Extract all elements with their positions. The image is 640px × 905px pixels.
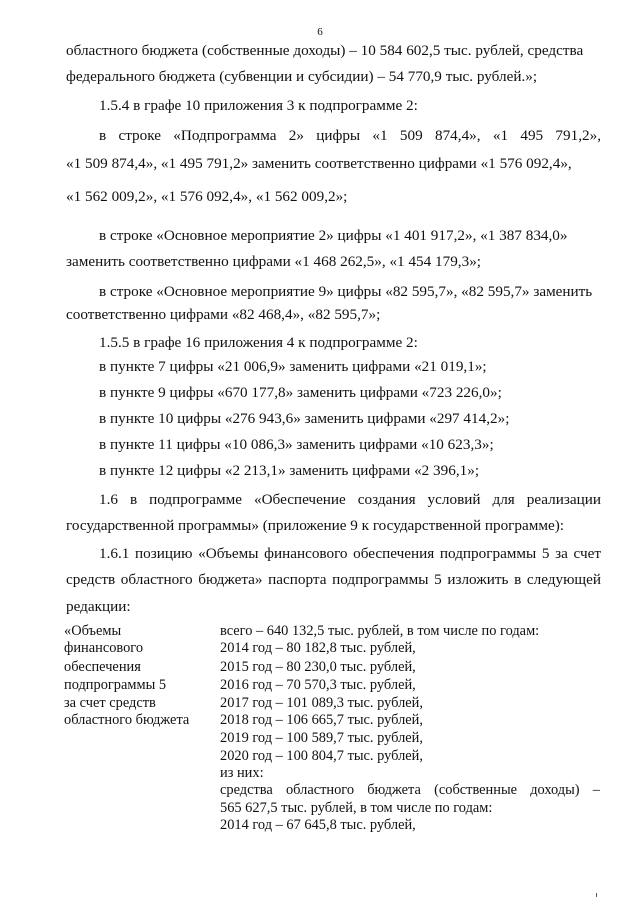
paragraph-line: областного бюджета (собственные доходы) – 10 584 602,5 тыс. рублей, средства — [66, 42, 584, 59]
paragraph-line: в строке «Основное мероприятие 2» цифры «1 401 917,2», «1 387 834,0» — [99, 227, 568, 244]
table-label-line: обеспечения — [64, 659, 141, 675]
paragraph-line: средств областного бюджета» паспорта подпрограммы 5 изложить в следующей — [66, 571, 601, 588]
paragraph-line: 1.6 в подпрограмме «Обеспечение создания условий для реализации — [99, 491, 601, 508]
table-value-line: 2014 год – 67 645,8 тыс. рублей, — [220, 817, 416, 833]
table-label-line: подпрограммы 5 — [64, 677, 167, 693]
paragraph-line: государственной программы» (приложение 9 к государственной программе): — [66, 517, 564, 534]
page-number: 6 — [317, 26, 323, 38]
scan-mark — [596, 893, 597, 897]
paragraph-line: в строке «Подпрограмма 2» цифры «1 509 874,4», «1 495 791,2», — [99, 127, 601, 144]
paragraph-line: «1 509 874,4», «1 495 791,2» заменить соответственно цифрами «1 576 092,4», — [66, 155, 572, 172]
table-label-line: «Объемы — [64, 623, 122, 639]
table-value-line: из них: — [220, 765, 264, 781]
paragraph-line: 1.6.1 позицию «Объемы финансового обеспечения подпрограммы 5 за счет — [99, 545, 601, 562]
paragraph-line: соответственно цифрами «82 468,4», «82 595,7»; — [66, 306, 381, 323]
table-value-line: всего – 640 132,5 тыс. рублей, в том числе по годам: — [220, 623, 540, 639]
paragraph-line: редакции: — [66, 598, 131, 615]
paragraph-line: заменить соответственно цифрами «1 468 262,5», «1 454 179,3»; — [66, 253, 482, 270]
paragraph-line: федерального бюджета (субвенции и субсидии) – 54 770,9 тыс. рублей.»; — [66, 68, 538, 85]
paragraph-line: 1.5.4 в графе 10 приложения 3 к подпрограмме 2: — [99, 97, 418, 114]
table-value-line: 2014 год – 80 182,8 тыс. рублей, — [220, 640, 416, 656]
table-value-line: 565 627,5 тыс. рублей, в том числе по годам: — [220, 800, 493, 816]
paragraph-line: 1.5.5 в графе 16 приложения 4 к подпрограмме 2: — [99, 334, 418, 351]
list-item: в пункте 9 цифры «670 177,8» заменить цифрами «723 226,0»; — [99, 384, 502, 401]
table-value-line: 2019 год – 100 589,7 тыс. рублей, — [220, 730, 423, 746]
table-label-line: за счет средств — [64, 695, 156, 711]
paragraph-line: «1 562 009,2», «1 576 092,4», «1 562 009,2»; — [66, 188, 348, 205]
table-label-line: финансового — [64, 640, 144, 656]
list-item: в пункте 10 цифры «276 943,6» заменить цифрами «297 414,2»; — [99, 410, 510, 427]
list-item: в пункте 7 цифры «21 006,9» заменить цифрами «21 019,1»; — [99, 358, 487, 375]
table-label-line: областного бюджета — [64, 712, 190, 728]
table-value-line: 2015 год – 80 230,0 тыс. рублей, — [220, 659, 416, 675]
paragraph-line: в строке «Основное мероприятие 9» цифры «82 595,7», «82 595,7» заменить — [99, 283, 593, 300]
table-value-line: 2018 год – 106 665,7 тыс. рублей, — [220, 712, 423, 728]
list-item: в пункте 12 цифры «2 213,1» заменить цифрами «2 396,1»; — [99, 462, 480, 479]
table-value-line: 2020 год – 100 804,7 тыс. рублей, — [220, 748, 423, 764]
table-value-line: 2016 год – 70 570,3 тыс. рублей, — [220, 677, 416, 693]
table-value-line: средства областного бюджета (собственные доходы) – — [220, 782, 600, 798]
list-item: в пункте 11 цифры «10 086,3» заменить цифрами «10 623,3»; — [99, 436, 494, 453]
table-value-line: 2017 год – 101 089,3 тыс. рублей, — [220, 695, 423, 711]
